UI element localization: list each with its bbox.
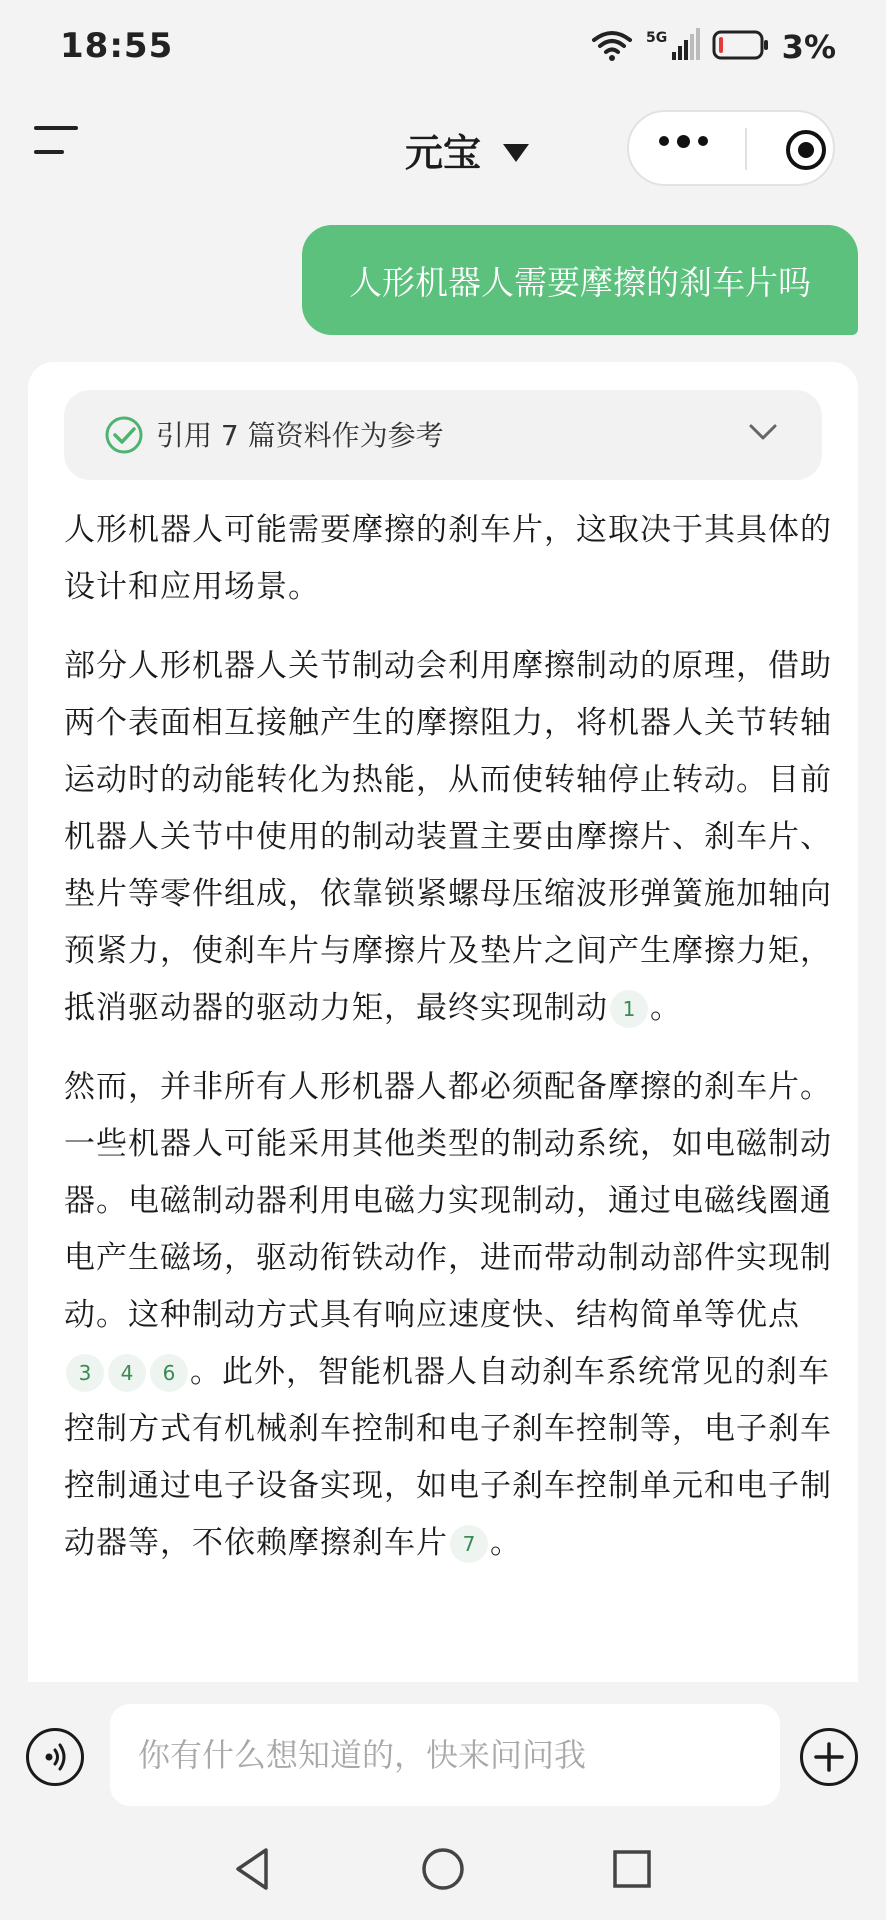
page-title: 元宝: [405, 131, 482, 175]
status-time: 18:55: [60, 26, 174, 66]
signal-icon: [646, 28, 700, 66]
voice-icon: [29, 1731, 81, 1783]
user-message-bubble[interactable]: [302, 225, 858, 335]
home-icon[interactable]: [420, 1844, 466, 1898]
target-icon[interactable]: [784, 128, 828, 172]
answer-paragraph-2: [64, 638, 834, 1037]
status-icons: [590, 28, 836, 66]
answer-text: [64, 502, 834, 1594]
system-nav-bar: [0, 1822, 886, 1920]
citation-badge[interactable]: 4: [108, 1354, 146, 1392]
app-header: [0, 100, 886, 200]
paragraph-3-end: 。: [490, 1525, 522, 1561]
citation-badge[interactable]: 3: [66, 1354, 104, 1392]
answer-paragraph-1: 人形机器人可能需要摩擦的刹车片，这取决于其具体的设计和应用场景。: [64, 512, 832, 605]
add-button[interactable]: [800, 1728, 858, 1786]
paragraph-3-text-b: 。此外，智能机器人自动刹车系统常见的刹车控制方式有机械刹车控制和电子刹车控制等，电子刹车控制通过电子设备实现，如电子刹车控制单元和电子制动器等，不依赖摩擦刹车片: [64, 1354, 832, 1561]
voice-input-button[interactable]: [26, 1728, 84, 1786]
miniapp-capsule: [627, 110, 835, 186]
citation-badge[interactable]: 7: [450, 1525, 488, 1563]
paragraph-2-text: 部分人形机器人关节制动会利用摩擦制动的原理，借助两个表面相互接触产生的摩擦阻力，将机器人关节转轴运动时的动能转化为热能，从而使转轴停止转动。目前机器人关节中使用的制动装置主要由摩擦片、刹车片、垫片等零件组成，依靠锁紧螺母压缩波形弹簧施加轴向预紧力，使刹车片与摩擦片及垫片之间产生摩擦力矩，抵消驱动器的驱动力矩，最终实现制动: [64, 648, 832, 1026]
back-icon[interactable]: [230, 1844, 274, 1898]
battery-icon: [712, 29, 770, 65]
references-toggle[interactable]: [64, 390, 822, 480]
answer-card: [28, 362, 858, 1682]
more-icon[interactable]: [659, 136, 708, 148]
paragraph-3-text-a: 然而，并非所有人形机器人都必须配备摩擦的刹车片。一些机器人可能采用其他类型的制动系统，如电磁制动器。电磁制动器利用电磁力实现制动，通过电磁线圈通电产生磁场，驱动衔铁动作，进而带动制动部件实现制动。这种制动方式具有响应速度快、结构简单等优点: [64, 1069, 832, 1333]
capsule-divider: [745, 128, 747, 170]
citation-badge[interactable]: 6: [150, 1354, 188, 1392]
references-label: 引用 7 篇资料作为参考: [156, 419, 444, 452]
assistant-selector[interactable]: [405, 122, 529, 177]
caret-down-icon: [503, 144, 529, 162]
menu-icon[interactable]: [34, 122, 82, 162]
answer-paragraph-3: [64, 1059, 834, 1572]
status-bar: [0, 0, 886, 100]
check-circle-icon: [104, 415, 144, 459]
user-message-text: 人形机器人需要摩擦的刹车片吗: [349, 262, 811, 302]
plus-icon: [803, 1731, 855, 1783]
composer: [0, 1682, 886, 1822]
paragraph-2-end: 。: [650, 990, 682, 1026]
network-type: 5G: [645, 30, 667, 46]
chat-input[interactable]: [110, 1704, 780, 1806]
chevron-down-icon: [748, 422, 778, 446]
wifi-icon: [590, 28, 634, 66]
citation-badge[interactable]: 1: [610, 990, 648, 1028]
recents-icon[interactable]: [610, 1844, 654, 1898]
battery-percent: 3%: [781, 28, 836, 66]
